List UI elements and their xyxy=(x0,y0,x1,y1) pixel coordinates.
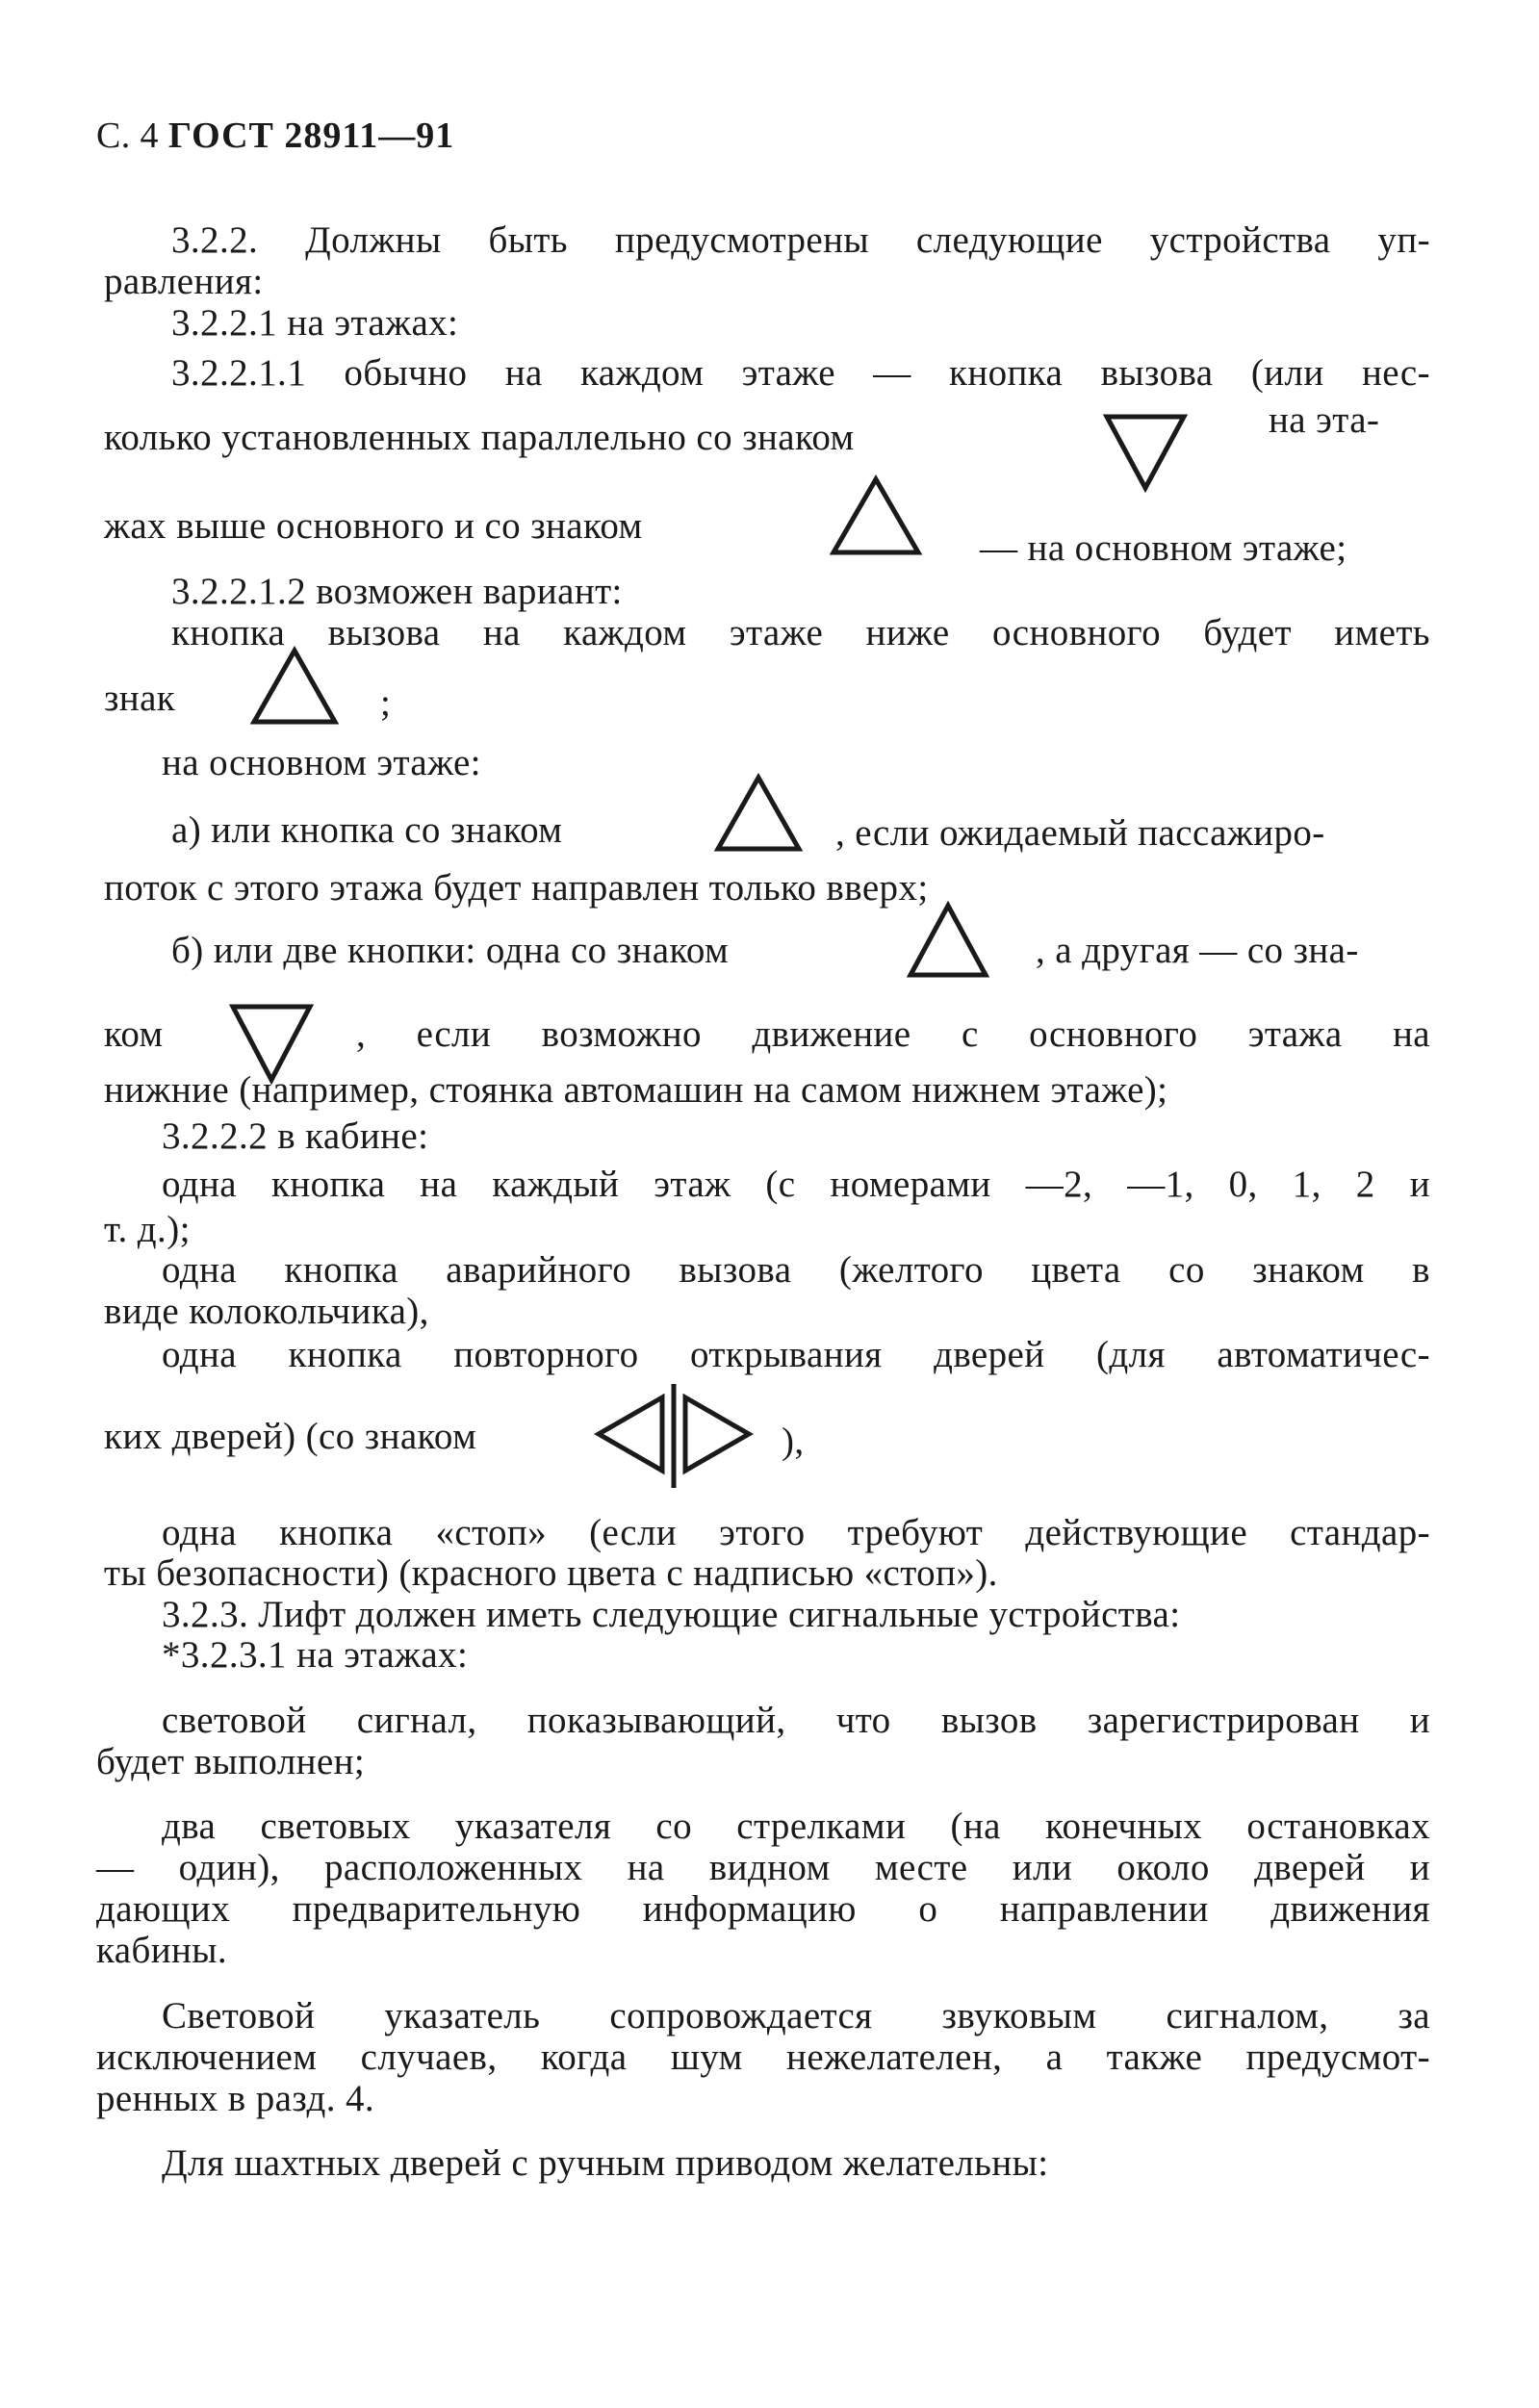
paragraph-line: одна кнопка аварийного вызова (желтого цвета со знаком в xyxy=(162,1249,1430,1291)
up-triangle-icon xyxy=(710,772,807,855)
paragraph-line: ренных в разд. 4. xyxy=(96,2078,375,2119)
paragraph-line: дающих предварительную информацию о направлении движения xyxy=(96,1888,1430,1930)
paragraph-line: на основном этаже: xyxy=(162,742,481,783)
paragraph-line: ), xyxy=(782,1421,805,1462)
document-code: ГОСТ 28911—91 xyxy=(167,115,455,156)
paragraph-line: ких дверей) (со знаком xyxy=(104,1416,477,1457)
paragraph-line: одна кнопка повторного открывания дверей (для автоматичес- xyxy=(162,1334,1430,1375)
paragraph-line: одна кнопка «стоп» (если этого требуют действующие стандар- xyxy=(162,1512,1430,1553)
paragraph-line: Световой указатель сопровождается звуковым сигналом, за xyxy=(162,1995,1430,2037)
paragraph-line: б) или две кнопки: одна со знаком xyxy=(171,930,730,971)
paragraph-line: ; xyxy=(380,682,392,724)
paragraph-line: знак xyxy=(104,678,176,719)
paragraph-line: *3.2.3.1 на этажах: xyxy=(162,1634,469,1676)
paragraph-line: Для шахтных дверей с ручным приводом желательны: xyxy=(162,2142,1049,2184)
page-number: С. 4 xyxy=(96,115,159,156)
paragraph-line: нижние (например, стоянка автомашин на самом нижнем этаже); xyxy=(104,1069,1168,1111)
paragraph-line: поток с этого этажа будет направлен только вверх; xyxy=(104,867,929,909)
paragraph-line: 3.2.2.1 на этажах: xyxy=(171,302,459,344)
down-triangle-icon xyxy=(1097,409,1193,498)
paragraph-line: равления: xyxy=(104,261,264,302)
paragraph-line: колько установленных параллельно со знаком xyxy=(104,417,855,458)
paragraph-line: 3.2.2.2 в кабине: xyxy=(162,1115,429,1157)
paragraph-line: два световых указателя со стрелками (на конечных остановках xyxy=(162,1806,1430,1847)
paragraph-line: виде колокольчика), xyxy=(104,1291,429,1332)
up-triangle-icon xyxy=(905,900,991,981)
paragraph-line: ты безопасности) (красного цвета с надписью «стоп»). xyxy=(104,1552,998,1594)
paragraph-line: световой сигнал, показывающий, что вызов зарегистрирован и xyxy=(162,1700,1430,1741)
paragraph-line: , если ожидаемый пассажиро- xyxy=(835,812,1325,854)
paragraph-line: одна кнопка на каждый этаж (с номерами —2, —1, 0, 1, 2 и xyxy=(162,1164,1430,1205)
page-header xyxy=(96,114,454,158)
paragraph-line: кабины. xyxy=(96,1930,228,1971)
paragraph-line: — на основном этаже; xyxy=(980,527,1347,569)
paragraph-line: — один), расположенных на видном месте или около дверей и xyxy=(96,1847,1430,1888)
paragraph-line: , а другая — со зна- xyxy=(1036,930,1359,971)
paragraph-line: будет выполнен; xyxy=(96,1741,366,1782)
paragraph-line: , если возможно движение с основного этажа на xyxy=(356,1013,1430,1055)
paragraph-line: 3.2.2.1.1 обычно на каждом этаже — кнопка вызова (или нес- xyxy=(171,352,1430,394)
door-open-icon xyxy=(587,1378,760,1494)
paragraph-line: т. д.); xyxy=(104,1209,191,1250)
up-triangle-icon xyxy=(826,472,926,560)
paragraph-line: 3.2.3. Лифт должен иметь следующие сигнальные устройства: xyxy=(162,1594,1181,1635)
paragraph-line: жах выше основного и со знаком xyxy=(104,505,643,547)
paragraph-line: ком xyxy=(104,1013,164,1055)
paragraph-line: кнопка вызова на каждом этаже ниже основного будет иметь xyxy=(171,612,1430,653)
paragraph-line: 3.2.2. Должны быть предусмотрены следующие устройства уп- xyxy=(171,219,1430,261)
paragraph-line: 3.2.2.1.2 возможен вариант: xyxy=(171,571,623,612)
paragraph-line: исключением случаев, когда шум нежелателен, а также предусмот- xyxy=(96,2037,1430,2078)
paragraph-line: а) или кнопка со знаком xyxy=(171,809,563,851)
up-triangle-icon xyxy=(246,645,343,728)
paragraph-line: на эта- xyxy=(1269,399,1380,441)
